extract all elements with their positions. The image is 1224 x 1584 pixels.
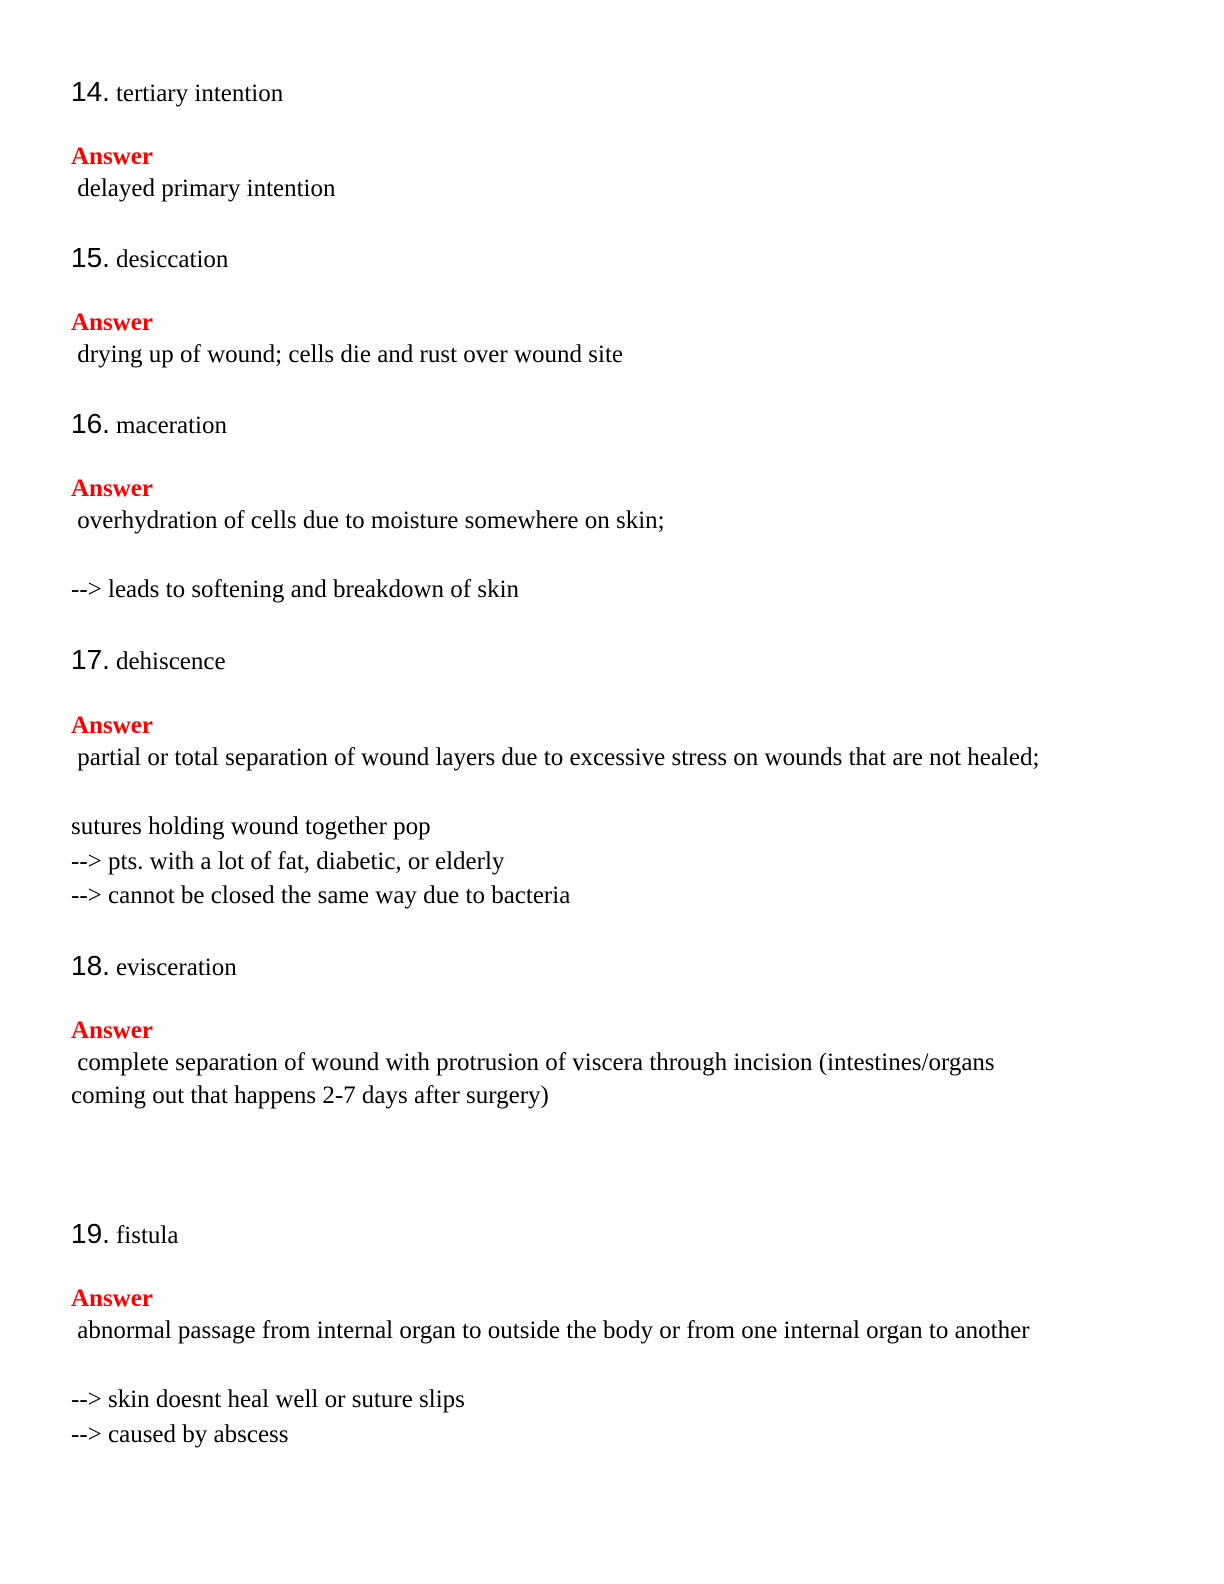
question-19 (71, 1220, 178, 1248)
question-term: evisceration (115, 954, 237, 981)
answer-text: coming out that happens 2-7 days after surgery) (71, 1082, 549, 1109)
answer-text: abnormal passage from internal organ to outside the body or from one internal organ to another (71, 1317, 1030, 1344)
question-term: desiccation (115, 246, 229, 273)
answer-text: --> leads to softening and breakdown of skin (71, 576, 520, 603)
answer-label: Answer (71, 143, 153, 170)
question-number: 19. (71, 1218, 110, 1249)
answer-text: --> skin doesnt heal well or suture slips (71, 1386, 465, 1413)
answer-text: sutures holding wound together pop (71, 813, 431, 840)
question-number: 17. (71, 644, 110, 675)
question-number: 14. (71, 76, 110, 107)
question-number: 18. (71, 950, 110, 981)
question-term: fistula (115, 1222, 179, 1249)
answer-text: partial or total separation of wound layers due to excessive stress on wounds that are not healed; (71, 744, 1040, 771)
question-14 (71, 78, 283, 106)
question-16 (71, 410, 227, 438)
answer-label: Answer (71, 475, 153, 502)
answer-text: drying up of wound; cells die and rust over wound site (71, 341, 623, 368)
answer-text: delayed primary intention (71, 175, 336, 202)
answer-text: complete separation of wound with protrusion of viscera through incision (intestines/organs (71, 1049, 995, 1076)
question-number: 15. (71, 242, 110, 273)
question-term: maceration (115, 412, 227, 439)
answer-label: Answer (71, 1017, 153, 1044)
answer-text: --> cannot be closed the same way due to bacteria (71, 882, 571, 909)
answer-text: --> pts. with a lot of fat, diabetic, or elderly (71, 848, 505, 875)
question-term: dehiscence (115, 648, 226, 675)
question-15 (71, 244, 228, 272)
answer-label: Answer (71, 309, 153, 336)
answer-text: --> caused by abscess (71, 1421, 289, 1448)
question-number: 16. (71, 408, 110, 439)
question-term: tertiary intention (115, 80, 284, 107)
answer-text: overhydration of cells due to moisture somewhere on skin; (71, 507, 665, 534)
question-17 (71, 646, 226, 674)
question-18 (71, 952, 237, 980)
answer-label: Answer (71, 1285, 153, 1312)
answer-label: Answer (71, 712, 153, 739)
